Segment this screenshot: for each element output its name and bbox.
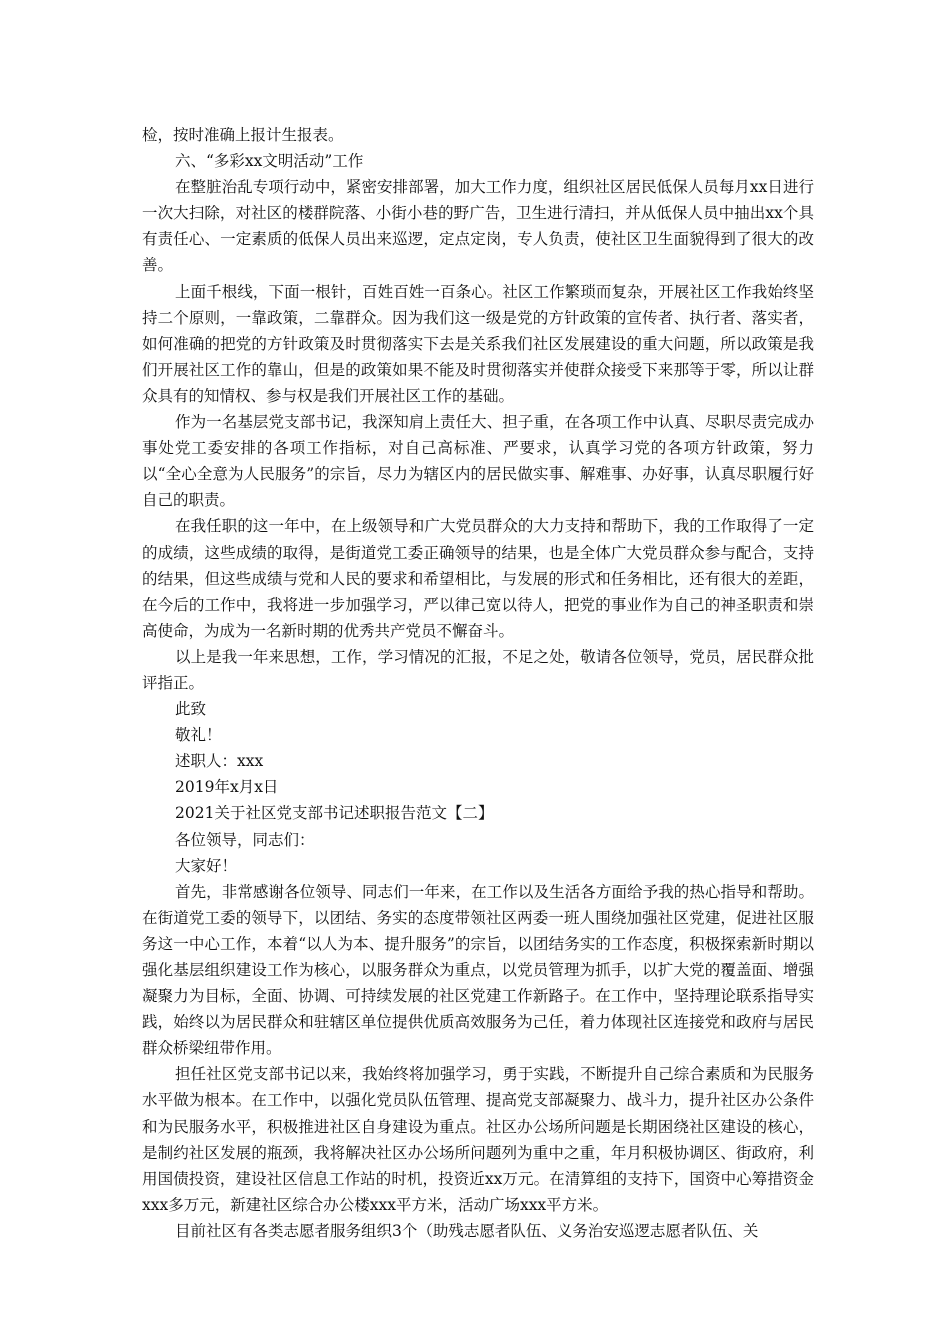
document-body <box>142 122 814 1244</box>
closing-respect: 敬礼！ <box>175 726 222 745</box>
paragraph: 首先，非常感谢各位领导、同志们一年来，在工作以及生活各方面给予我的热心指导和帮助。在街道党工委的领导下，以团结、务实的态度带领社区两委一班人围绕加强社区党建，促进社区服务这一中心工作，本着“以人为本、提升服务”的宗旨，以团结务实的工作态度，积极探索新时期以强化基层组织建设工作为核心，以服务群众为重点，以党员管理为抓手，以扩大党的覆盖面、增强凝聚力为目标，全面、协调、可持续发展的社区党建工作新路子。在工作中，坚持理论联系指导实践，始终以为居民群众和驻辖区单位提供优质高效服务为己任，着力体现社区连接党和政府与居民群众桥梁纽带作用。 <box>142 882 814 1058</box>
paragraph: 目前社区有各类志愿者服务组织3个（助残志愿者队伍、义务治安巡逻志愿者队伍、关 <box>175 1221 759 1240</box>
closing-salutation: 此致 <box>175 700 207 719</box>
greeting-line: 大家好！ <box>175 856 238 875</box>
paragraph: 上面千根线，下面一根针，百姓百姓一百条心。社区工作繁琐而复杂，开展社区工作我始终坚持二个原则，一靠政策，二靠群众。因为我们这一级是党的方针政策的宣传者、执行者、落实者，如何准确的把党的方针政策及时贯彻落实下去是关系我们社区发展建设的重大问题，所以政策是我们开展社区工作的靠山，但是的政策如果不能及时贯彻落实并使群众接受下来那等于零，所以让群众具有的知情权、参与权是我们开展社区工作的基础。 <box>142 282 814 405</box>
paragraph: 在我任职的这一年中，在上级领导和广大党员群众的大力支持和帮助下，我的工作取得了一定的成绩，这些成绩的取得，是街道党工委正确领导的结果，也是全体广大党员群众参与配合，支持的结果，但这些成绩与党和人民的要求和希望相比，与发展的形式和任务相比，还有很大的差距，在今后的工作中，我将进一步加强学习，严以律己宽以待人，把党的事业作为自己的神圣职责和崇高使命，为成为一名新时期的优秀共产党员不懈奋斗。 <box>142 517 814 640</box>
paragraph: 检，按时准确上报计生报表。 <box>142 126 344 144</box>
paragraph: 担任社区党支部书记以来，我始终将加强学习，勇于实践，不断提升自己综合素质和为民服务水平做为根本。在工作中，以强化党员队伍管理、提高党支部凝聚力、战斗力，提升社区办公条件和为民服务水平，积极推进社区自身建设为重点。社区办公场所问题是长期困绕社区建设的核心，是制约社区发展的瓶颈，我将解决社区办公场所问题列为重中之重，年月积极协调区、街政府，利用国债投资，建设社区信息工作站的时机，投资近xx万元。在清算组的支持下，国资中心筹措资金xxx多万元，新建社区综合办公楼xxx平方米，活动广场xxx平方米。 <box>142 1065 814 1214</box>
paragraph: 作为一名基层党支部书记，我深知肩上责任大、担子重，在各项工作中认真、尽职尽责完成办事处党工委安排的各项工作指标，对自己高标准、严要求，认真学习党的各项方针政策，努力以“全心全意为人民服务”的宗旨，尽力为辖区内的居民做实事、解难事、办好事，认真尽职履行好自己的职责。 <box>142 413 814 510</box>
report-title: 2021关于社区党支部书记述职报告范文【二】 <box>175 804 494 823</box>
paragraph: 以上是我一年来思想，工作，学习情况的汇报，不足之处，敬请各位领导，党员，居民群众批评指正。 <box>142 647 814 692</box>
section-heading: 六、“多彩xx文明活动”工作 <box>175 152 364 171</box>
greeting-line: 各位领导，同志们： <box>175 830 315 849</box>
signature-line: 述职人：xxx <box>175 752 264 771</box>
paragraph: 在整脏治乱专项行动中，紧密安排部署，加大工作力度，组织社区居民低保人员每月xx日进行一次大扫除，对社区的楼群院落、小街小巷的野广告，卫生进行清扫，并从低保人员中抽出xx个具有责任心、一定素质的低保人员出来巡逻，定点定岗，专人负责，使社区卫生面貌得到了很大的改善。 <box>142 178 814 275</box>
date-line: 2019年x月x日 <box>175 778 279 797</box>
